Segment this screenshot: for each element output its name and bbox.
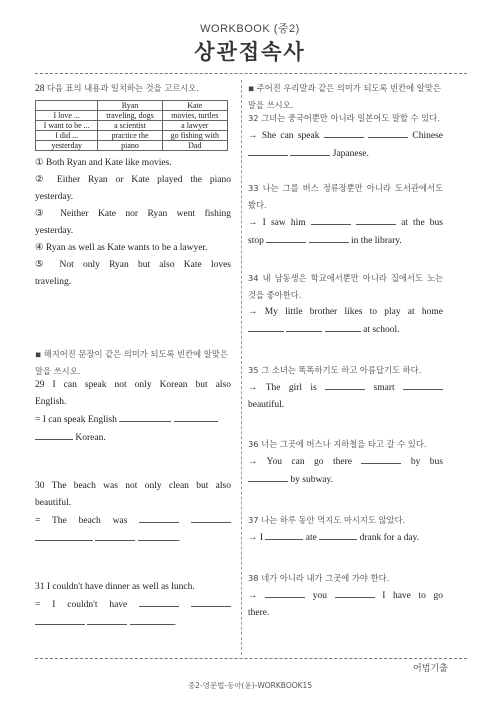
q36-by-bus: by bus — [410, 457, 443, 467]
answer-blank[interactable] — [311, 214, 351, 225]
table-header-row — [36, 101, 228, 111]
answer-blank[interactable] — [265, 587, 305, 598]
table-cell: I did ... — [36, 131, 98, 141]
answer-blank[interactable] — [309, 232, 349, 243]
q28-table — [35, 100, 228, 151]
question-37 — [248, 512, 443, 547]
section-instruction-line2: 말을 쓰시오. — [35, 366, 81, 376]
q31-period: . — [173, 618, 177, 628]
q37-drank: drank for a day. — [359, 533, 420, 543]
workbook-label: WORKBOOK (중2) — [200, 23, 300, 35]
table-row — [36, 111, 228, 121]
column-divider — [241, 80, 242, 655]
section-instruction-line2: 말을 쓰시오. — [248, 100, 294, 110]
answer-blank[interactable] — [356, 214, 396, 225]
table-cell: go fishing with — [162, 131, 227, 141]
question-28 — [35, 80, 231, 291]
q28-option-5: ⑤ Not only Ryan but also Kate loves — [35, 260, 231, 270]
q31-line1: 31 I couldn't have dinner as well as lunch. — [35, 582, 195, 592]
table-cell: movies, turtles — [162, 111, 227, 121]
q32-korean: 32 그녀는 중국어뿐만 아니라 일본어도 말할 수 있다. — [248, 113, 440, 123]
q29-line4: Korean. — [75, 433, 106, 443]
q38-you: you — [312, 591, 327, 601]
table-cell: a scientist — [98, 121, 162, 131]
q32-answer-prefix: → She can speak — [248, 131, 320, 141]
q28-number: 28 — [35, 84, 45, 94]
answer-blank[interactable] — [95, 530, 135, 541]
table-cell: practice the — [98, 131, 162, 141]
table-row — [36, 121, 228, 131]
q34-line1: → My little brother likes to play at home — [248, 307, 443, 317]
answer-blank[interactable] — [139, 512, 179, 523]
q29-answer-prefix: = I can speak English — [35, 415, 117, 425]
q34-korean-line2: 것을 좋아한다. — [248, 290, 302, 300]
q36-korean: 36 너는 그곳에 버스나 지하철을 타고 갈 수 있다. — [248, 439, 427, 449]
table-cell: yesterday — [36, 141, 98, 151]
q33-korean-line2: 봤다. — [248, 200, 267, 210]
footer-page-id: 중2-영문법-동아(윤)-WORKBOOK15 — [187, 681, 313, 690]
q30-answer-prefix: = The beach was — [35, 516, 128, 526]
q30-line2: beautiful. — [35, 498, 72, 508]
q33-answer-prefix: → I saw him — [248, 218, 306, 228]
q35-line2: beautiful. — [248, 400, 285, 410]
section-instruction — [35, 346, 231, 380]
q28-option-3: ③ Neither Kate nor Ryan went fishing — [35, 209, 231, 219]
answer-blank[interactable] — [191, 512, 231, 523]
question-30 — [35, 478, 231, 548]
q38-answer-prefix: → — [248, 591, 258, 601]
q36-answer-prefix: → You can go there — [248, 457, 352, 467]
table-cell: I want to be ... — [36, 121, 98, 131]
bottom-divider — [35, 658, 467, 659]
answer-blank[interactable] — [35, 429, 73, 440]
question-36 — [248, 436, 443, 489]
answer-blank[interactable] — [361, 453, 401, 464]
q30-period: . — [177, 534, 181, 544]
table-cell: piano — [98, 141, 162, 151]
section-instruction-line1: ◾ 해지어진 문장이 같은 의미가 되도록 빈칸에 알맞은 — [35, 349, 228, 359]
question-31 — [35, 579, 231, 632]
q38-line2: there. — [248, 608, 270, 618]
question-38 — [248, 570, 443, 622]
q37-ate: ate — [305, 533, 317, 543]
table-row — [36, 141, 228, 151]
q29-line2: English. — [35, 397, 67, 407]
answer-blank[interactable] — [248, 471, 288, 482]
question-33 — [248, 180, 443, 250]
answer-blank[interactable] — [265, 529, 303, 540]
answer-blank[interactable] — [335, 587, 375, 598]
table-cell — [36, 101, 98, 111]
q35-korean: 35 그 소녀는 똑똑하기도 하고 아름답기도 하다. — [248, 365, 422, 375]
q37-answer-prefix: → I — [248, 533, 264, 543]
q35-smart: smart — [373, 383, 395, 393]
answer-blank[interactable] — [319, 529, 357, 540]
table-cell: Ryan — [98, 101, 162, 111]
q37-korean: 37 나는 하루 동안 먹지도 마시지도 않았다. — [248, 515, 406, 525]
q29-line1: 29 I can speak not only Korean but also — [35, 380, 231, 390]
question-35 — [248, 362, 443, 414]
answer-blank[interactable] — [290, 145, 330, 156]
answer-blank[interactable] — [139, 596, 179, 607]
top-divider — [35, 73, 467, 74]
page-title: 상관접속사 — [194, 40, 306, 64]
table-cell: traveling, dogs — [98, 111, 162, 121]
answer-blank[interactable] — [119, 411, 171, 422]
question-29 — [35, 377, 231, 447]
answer-blank[interactable] — [266, 232, 306, 243]
footer-category: 어법기출 — [413, 664, 448, 674]
answer-blank[interactable] — [174, 411, 218, 422]
answer-blank[interactable] — [325, 379, 365, 390]
q33-stop: stop — [248, 236, 264, 246]
q32-japanese: Japanese. — [332, 149, 369, 159]
q28-option-2-cont: yesterday. — [35, 192, 74, 202]
q28-option-4: ④ Ryan as well as Kate wants to be a lawyer. — [35, 243, 208, 253]
q34-at-school: at school. — [363, 325, 400, 335]
answer-blank[interactable] — [35, 614, 85, 625]
q28-instruction: 다음 표의 내용과 일치하는 것을 고르시오. — [46, 83, 199, 93]
table-cell: a lawyer — [162, 121, 227, 131]
q33-at-the-bus: at the bus — [401, 218, 443, 228]
q36-by-subway: by subway. — [290, 475, 334, 485]
question-34 — [248, 270, 443, 339]
section-instruction — [248, 80, 443, 114]
q38-i-have-to-go: I have to go — [382, 591, 443, 601]
answer-blank[interactable] — [130, 614, 174, 625]
q28-option-1: ① Both Ryan and Kate like movies. — [35, 158, 172, 168]
q32-chinese: Chinese — [412, 131, 444, 141]
q31-answer-prefix: = I couldn't have — [35, 600, 128, 610]
answer-blank[interactable] — [286, 321, 322, 332]
q28-option-3-cont: yesterday. — [35, 226, 74, 236]
answer-blank[interactable] — [248, 321, 284, 332]
answer-blank[interactable] — [248, 145, 288, 156]
q33-korean-line1: 33 나는 그를 버스 정류장뿐만 아니라 도서관에서도 — [248, 183, 443, 193]
table-cell: Dad — [162, 141, 227, 151]
q33-in-library: in the library. — [350, 236, 402, 246]
section-instruction-line1: ◾ 주어진 우리말과 같은 의미가 되도록 빈칸에 알맞은 — [248, 83, 441, 93]
q38-korean: 38 네가 아니라 내가 그곳에 가야 한다. — [248, 573, 390, 583]
answer-blank[interactable] — [138, 530, 178, 541]
q28-option-2: ② Either Ryan or Kate played the piano — [35, 175, 231, 185]
q34-korean-line1: 34 내 남동생은 학교에서뿐만 아니라 집에서도 노는 — [248, 273, 443, 283]
answer-blank[interactable] — [35, 530, 93, 541]
question-32 — [248, 110, 443, 163]
answer-blank[interactable] — [368, 127, 408, 138]
answer-blank[interactable] — [191, 596, 231, 607]
q30-line1: 30 The beach was not only clean but also — [35, 481, 231, 491]
answer-blank[interactable] — [403, 379, 443, 390]
answer-blank[interactable] — [87, 614, 127, 625]
table-cell: Kate — [162, 101, 227, 111]
table-row — [36, 131, 228, 141]
answer-blank[interactable] — [324, 127, 364, 138]
table-cell: I love ... — [36, 111, 98, 121]
answer-blank[interactable] — [325, 321, 361, 332]
q35-answer-prefix: → The girl is — [248, 383, 317, 393]
q28-option-5-cont: traveling. — [35, 277, 72, 287]
